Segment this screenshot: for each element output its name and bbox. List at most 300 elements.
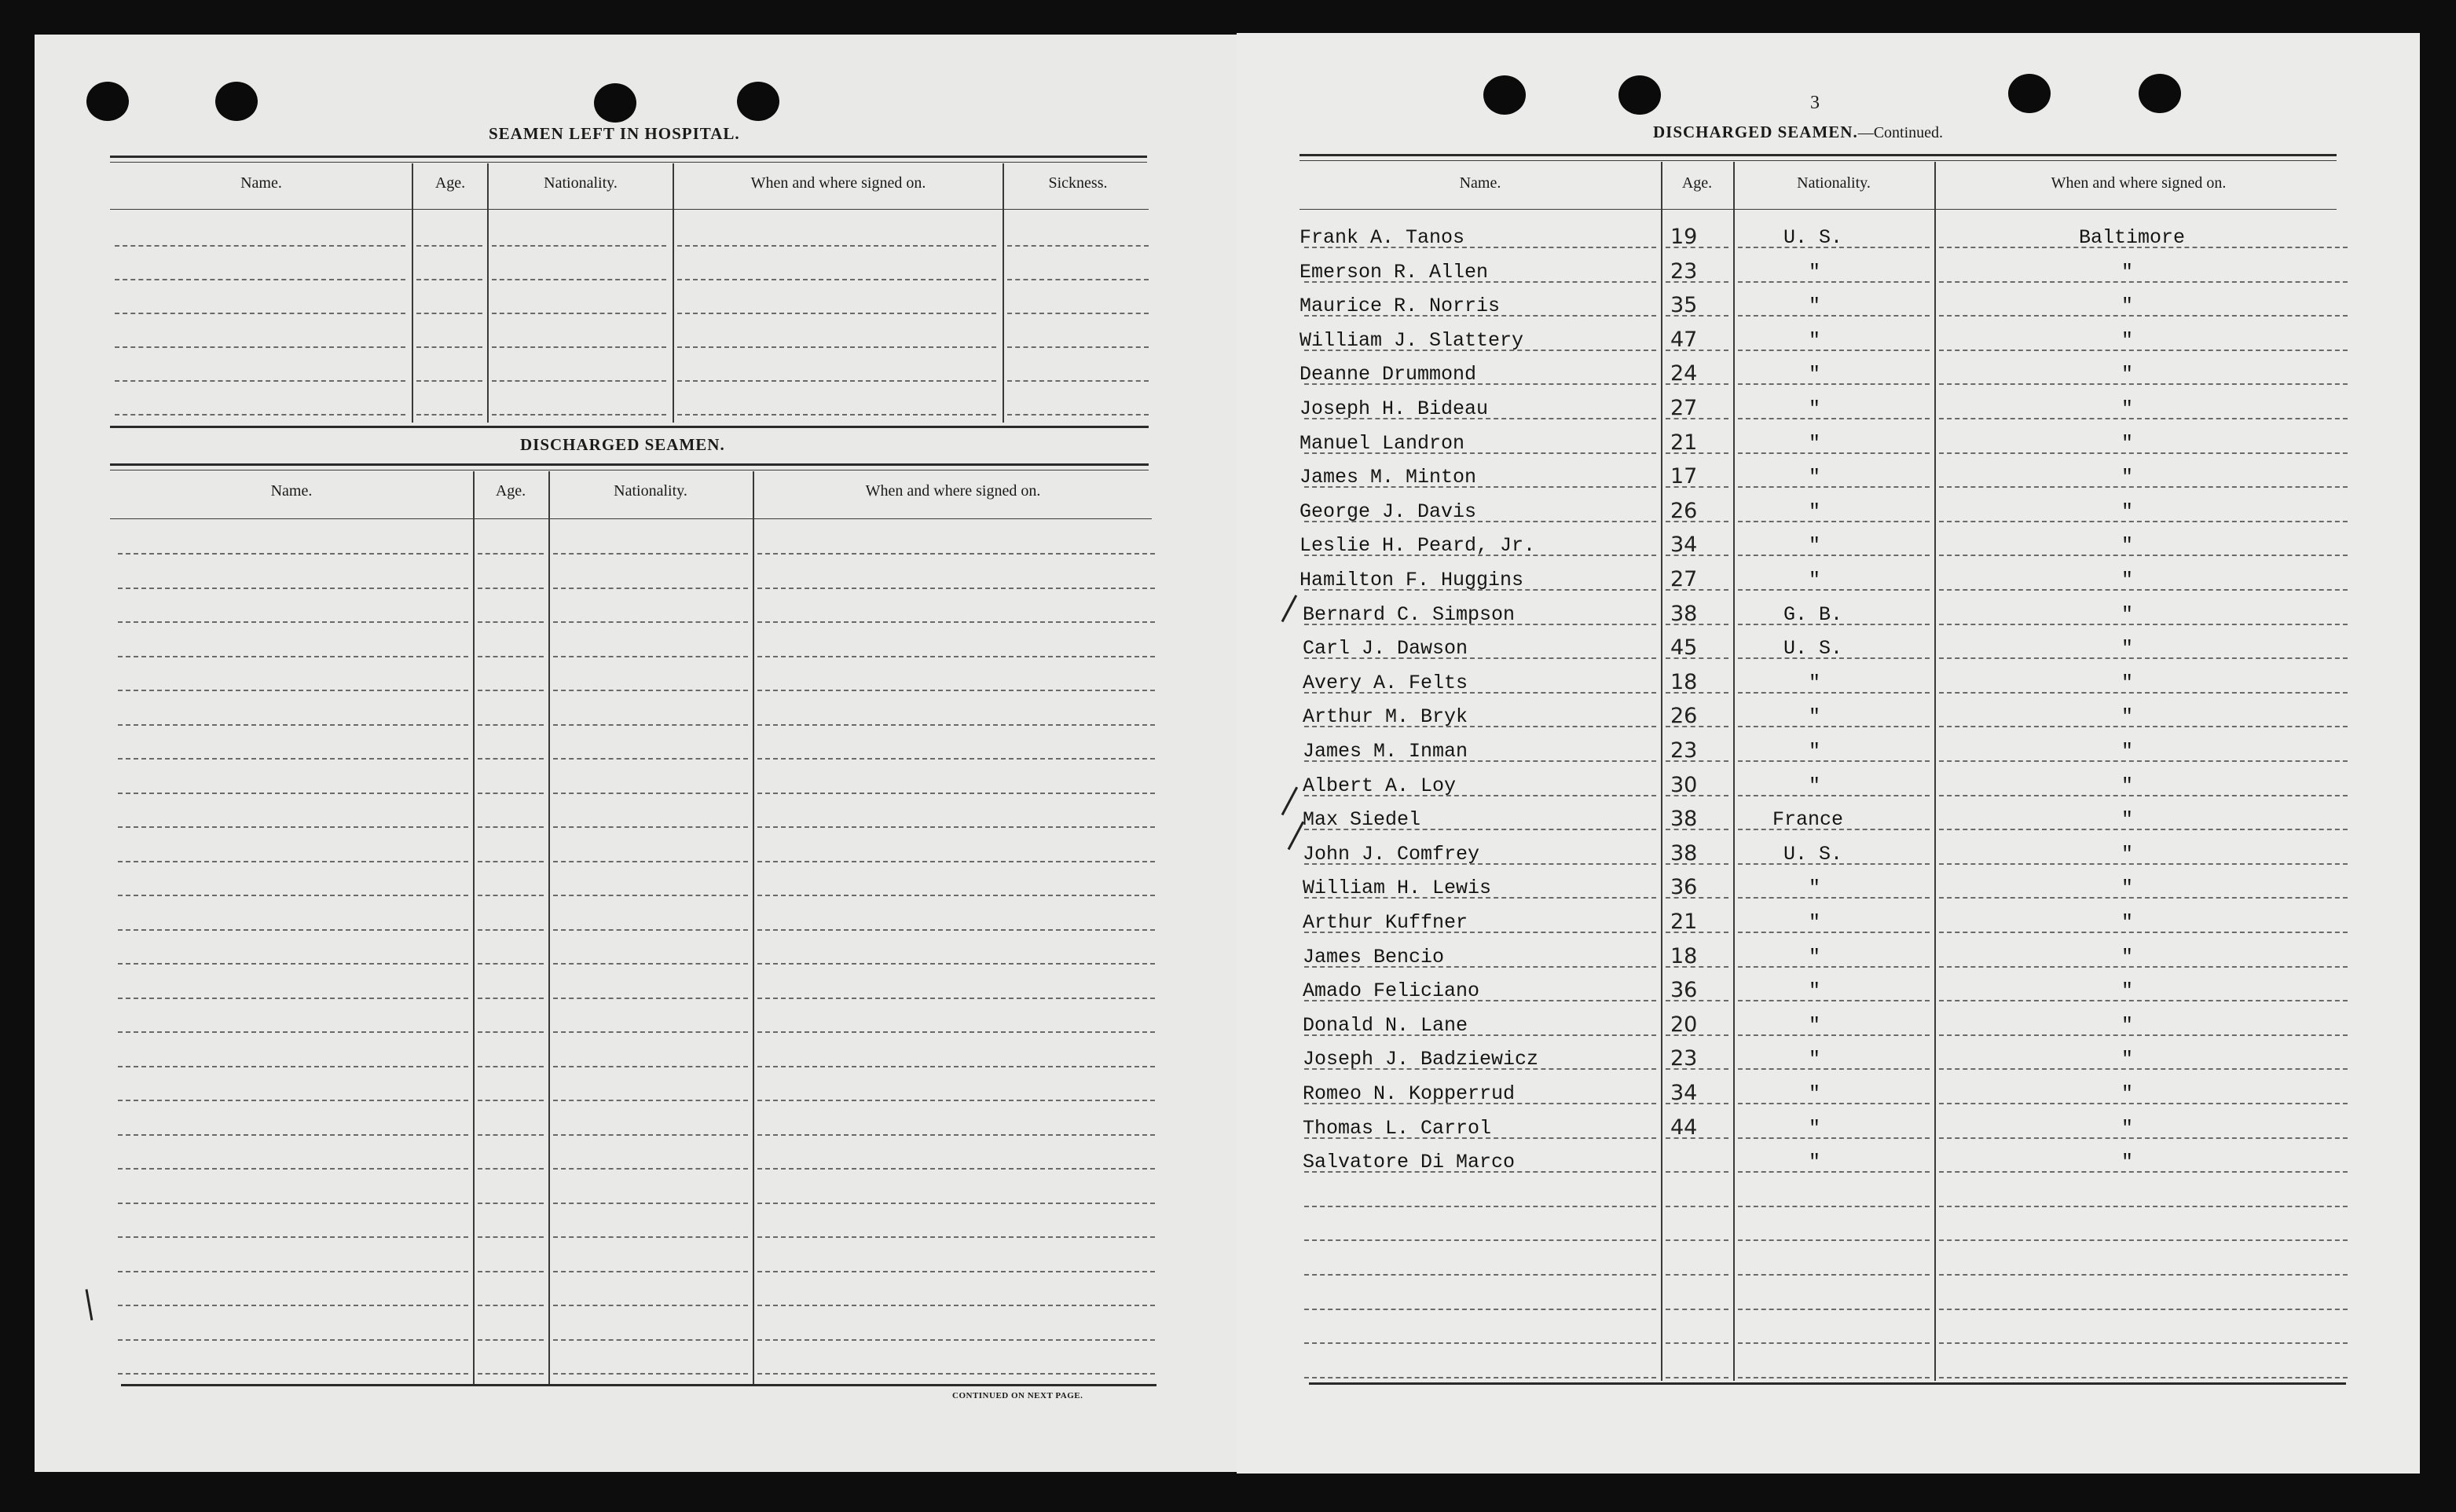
dotted-rule [553,588,748,589]
dotted-rule [478,1203,544,1204]
dotted-rule [1738,555,1930,556]
dotted-rule [553,929,748,931]
divider [110,463,1149,466]
column-rule [548,471,550,1384]
dotted-rule [1304,1239,1656,1241]
footer-note: CONTINUED ON NEXT PAGE. [952,1391,1083,1400]
dotted-rule [416,313,482,314]
dotted-rule [677,279,996,280]
dotted-rule [478,656,544,657]
column-header: When and where signed on. [2051,174,2227,192]
dotted-rule [1738,383,1930,385]
punch-hole [1618,75,1661,115]
seaman-nationality: " [1809,534,1821,558]
dotted-rule [118,793,468,794]
dotted-rule [118,1100,468,1101]
dotted-rule [1939,350,2348,351]
seaman-nationality: " [1809,260,1821,284]
seaman-signed-on: " [2121,808,2134,832]
seaman-name: Avery A. Felts [1303,671,1468,694]
dotted-rule [1738,1000,1930,1001]
seaman-name: Amado Feliciano [1303,979,1480,1003]
seaman-signed-on: " [2121,363,2134,386]
dotted-rule [478,1100,544,1101]
seaman-nationality: " [1809,671,1821,694]
seaman-nationality: " [1809,397,1821,420]
dotted-rule [757,1373,1155,1375]
divider [110,162,1147,163]
dotted-rule [478,1031,544,1033]
seaman-nationality: " [1809,1013,1821,1037]
dotted-rule [478,1373,544,1375]
dotted-rule [1007,414,1149,416]
dotted-rule [757,588,1155,589]
seaman-age: 18 [1670,669,1698,694]
dotted-rule [118,1031,468,1033]
dotted-rule [757,1100,1155,1101]
seaman-name: Arthur Kuffner [1303,911,1468,934]
dotted-rule [118,724,468,726]
seaman-name: James M. Minton [1299,466,1477,489]
seaman-age: 35 [1670,293,1698,318]
seaman-signed-on: " [2121,328,2134,352]
seaman-age: 26 [1670,704,1698,729]
dotted-rule [478,861,544,862]
dotted-rule [553,1134,748,1136]
seaman-signed-on: " [2121,1048,2134,1071]
dotted-rule [1939,726,2348,727]
dotted-rule [115,279,405,280]
dotted-rule [115,380,405,382]
page-number: 3 [1810,93,1820,113]
column-header: Age. [495,482,526,500]
dotted-rule [118,758,468,760]
dotted-rule [118,588,468,589]
seaman-age: 23 [1670,258,1698,284]
dotted-rule [677,245,996,247]
dotted-rule [757,1134,1155,1136]
discharged-section-title: DISCHARGED SEAMEN. [520,435,725,454]
dotted-rule [1939,1068,2348,1070]
dotted-rule [553,656,748,657]
dotted-rule [1666,1239,1728,1241]
dotted-rule [1007,279,1149,280]
dotted-rule [757,793,1155,794]
dotted-rule [757,963,1155,965]
dotted-rule [1007,380,1149,382]
dotted-rule [553,1031,748,1033]
seaman-age: 19 [1670,225,1698,249]
punch-hole [2139,74,2181,113]
dotted-rule [757,690,1155,691]
dotted-rule [492,279,666,280]
seaman-name: Hamilton F. Huggins [1299,569,1524,591]
seaman-nationality: " [1809,1151,1821,1174]
dotted-rule [1939,1206,2348,1207]
dotted-rule [677,414,996,416]
dotted-rule [118,998,468,999]
seaman-signed-on: " [2121,1082,2134,1105]
dotted-rule [118,929,468,931]
column-rule [412,163,413,423]
dotted-rule [118,826,468,828]
dotted-rule [757,1168,1155,1170]
dotted-rule [757,724,1155,726]
dotted-rule [478,1168,544,1170]
column-header: Name. [240,174,282,192]
dotted-rule [553,1168,748,1170]
seaman-age: 36 [1670,978,1698,1003]
dotted-rule [757,895,1155,896]
column-header: Age. [434,174,466,192]
dotted-rule [757,1066,1155,1067]
dotted-rule [1939,452,2348,454]
dotted-rule [1304,1342,1656,1344]
dotted-rule [1738,1137,1930,1139]
dotted-rule [1738,1171,1930,1173]
seaman-age: 47 [1670,327,1698,352]
dotted-rule [478,588,544,589]
dotted-rule [553,1271,748,1272]
seaman-name: Salvatore Di Marco [1303,1151,1516,1174]
dotted-rule [553,1066,748,1067]
dotted-rule [1666,1377,1728,1378]
dotted-rule [1738,589,1930,591]
dotted-rule [478,1305,544,1306]
dotted-rule [478,758,544,760]
seaman-name: Max Siedel [1303,808,1421,832]
dotted-rule [1304,1377,1656,1378]
seaman-signed-on: " [2121,1013,2134,1037]
column-rule [1934,162,1936,1381]
dotted-rule [757,861,1155,862]
dotted-rule [1939,315,2348,317]
dotted-rule [553,553,748,555]
dotted-rule [1939,760,2348,762]
column-header: Age. [1681,174,1713,192]
dotted-rule [416,414,482,416]
dotted-rule [478,826,544,828]
seaman-name: William H. Lewis [1303,877,1492,900]
dotted-rule [118,1134,468,1136]
dotted-rule [1738,1239,1930,1241]
seaman-nationality: " [1809,979,1821,1003]
seaman-nationality: U. S. [1783,226,1843,249]
dotted-rule [553,861,748,862]
dotted-rule [1738,281,1930,283]
dotted-rule [1738,1342,1930,1344]
seaman-nationality: " [1809,569,1821,591]
seaman-signed-on: " [2121,945,2134,968]
dotted-rule [553,963,748,965]
dotted-rule [1007,313,1149,314]
dotted-rule [1007,346,1149,348]
dotted-rule [478,998,544,999]
seaman-signed-on: " [2121,740,2134,763]
seaman-nationality: " [1809,1116,1821,1140]
dotted-rule [1738,1206,1930,1207]
dotted-rule [553,1100,748,1101]
dotted-rule [416,346,482,348]
dotted-rule [478,690,544,691]
dotted-rule [1738,692,1930,694]
dotted-rule [553,1373,748,1375]
seaman-signed-on: Baltimore [2079,226,2186,249]
seaman-name: William J. Slattery [1299,328,1524,352]
dotted-rule [553,1236,748,1238]
dotted-rule [1738,795,1930,796]
dotted-rule [757,553,1155,555]
dotted-rule [118,963,468,965]
dotted-rule [1666,1171,1728,1173]
seaman-nationality: " [1809,740,1821,763]
dotted-rule [1939,383,2348,385]
dotted-rule [478,724,544,726]
column-header: When and where signed on. [865,482,1041,500]
dotted-rule [1939,657,2348,659]
seaman-age: 44 [1670,1115,1698,1140]
dotted-rule [492,414,666,416]
dotted-rule [1939,829,2348,830]
dotted-rule [478,553,544,555]
seaman-age: 26 [1670,498,1698,523]
dotted-rule [677,346,996,348]
column-header: Nationality. [614,482,687,500]
seaman-nationality: G. B. [1783,602,1843,626]
dotted-rule [115,245,405,247]
seaman-signed-on: " [2121,979,2134,1003]
seaman-nationality: " [1809,431,1821,455]
column-header: Name. [1459,174,1501,192]
dotted-rule [1007,245,1149,247]
dotted-rule [118,895,468,896]
seaman-name: James M. Inman [1303,740,1468,763]
seaman-signed-on: " [2121,842,2134,866]
divider [110,518,1152,519]
dotted-rule [677,313,996,314]
seaman-age: 23 [1670,1046,1698,1071]
dotted-rule [492,380,666,382]
seaman-name: Deanne Drummond [1299,363,1477,386]
seaman-age: 21 [1670,910,1698,934]
dotted-rule [118,1373,468,1375]
hospital-section-title: SEAMEN LEFT IN HOSPITAL. [489,124,740,143]
column-rule [1661,162,1662,1381]
seaman-name: Albert A. Loy [1303,774,1457,797]
seaman-nationality: " [1809,705,1821,729]
dotted-rule [478,1134,544,1136]
dotted-rule [118,861,468,862]
dotted-rule [1939,1103,2348,1104]
dotted-rule [553,621,748,623]
seaman-signed-on: " [2121,431,2134,455]
dotted-rule [1939,1309,2348,1310]
seaman-signed-on: " [2121,671,2134,694]
title-suffix: —Continued. [1857,124,1944,141]
dotted-rule [492,245,666,247]
dotted-rule [1738,966,1930,968]
dotted-rule [1939,966,2348,968]
seaman-nationality: " [1809,877,1821,900]
seaman-nationality: " [1809,466,1821,489]
column-rule [473,471,475,1384]
dotted-rule [1738,1103,1930,1104]
dotted-rule [1666,1342,1728,1344]
seaman-name: Joseph J. Badziewicz [1303,1048,1539,1071]
seaman-name: George J. Davis [1299,500,1477,523]
divider [1299,154,2337,156]
dotted-rule [118,656,468,657]
seaman-name: Thomas L. Carrol [1303,1116,1492,1140]
divider [1299,209,2337,210]
punch-hole [737,82,779,121]
dotted-rule [478,1271,544,1272]
seaman-nationality: " [1809,1048,1821,1071]
seaman-signed-on: " [2121,569,2134,591]
dotted-rule [1666,1309,1728,1310]
dotted-rule [1939,897,2348,899]
seaman-name: Leslie H. Peard, Jr. [1299,534,1536,558]
divider [110,209,1149,210]
dotted-rule [1939,281,2348,283]
dotted-rule [553,793,748,794]
dotted-rule [1939,1239,2348,1241]
seaman-name: Arthur M. Bryk [1303,705,1468,729]
dotted-rule [118,1271,468,1272]
dotted-rule [416,245,482,247]
dotted-rule [492,346,666,348]
dotted-rule [416,279,482,280]
dotted-rule [1738,1274,1930,1276]
dotted-rule [1738,418,1930,419]
dotted-rule [1738,1377,1930,1378]
dotted-rule [1738,315,1930,317]
dotted-rule [757,621,1155,623]
seaman-signed-on: " [2121,1116,2134,1140]
dotted-rule [1666,1206,1728,1207]
dotted-rule [478,895,544,896]
dotted-rule [1666,1274,1728,1276]
dotted-rule [553,758,748,760]
dotted-rule [1939,863,2348,865]
dotted-rule [1939,521,2348,522]
dotted-rule [553,826,748,828]
dotted-rule [1939,1137,2348,1139]
column-rule [753,471,754,1384]
seaman-age: 23 [1670,738,1698,763]
dotted-rule [416,380,482,382]
seaman-age: 17 [1670,464,1698,489]
dotted-rule [553,1339,748,1341]
seaman-age: 27 [1670,567,1698,591]
dotted-rule [1939,624,2348,625]
dotted-rule [757,826,1155,828]
dotted-rule [1939,1274,2348,1276]
dotted-rule [553,690,748,691]
dotted-rule [757,1236,1155,1238]
seaman-age: 45 [1670,635,1698,661]
dotted-rule [478,963,544,965]
seaman-signed-on: " [2121,260,2134,284]
dotted-rule [1738,452,1930,454]
dotted-rule [478,1339,544,1341]
dotted-rule [1939,1171,2348,1173]
divider [121,1384,1157,1386]
seaman-signed-on: " [2121,1151,2134,1174]
seaman-nationality: U. S. [1783,842,1843,866]
dotted-rule [1738,521,1930,522]
seaman-name: Joseph H. Bideau [1299,397,1489,420]
dotted-rule [1738,932,1930,933]
dotted-rule [553,998,748,999]
dotted-rule [757,1203,1155,1204]
dotted-rule [478,929,544,931]
seaman-age: 34 [1670,533,1698,558]
dotted-rule [1939,555,2348,556]
dotted-rule [1738,1309,1930,1310]
seaman-signed-on: " [2121,877,2134,900]
column-rule [673,163,674,423]
dotted-rule [1738,760,1930,762]
punch-hole [594,83,636,123]
seaman-age: 21 [1670,430,1698,455]
seaman-name: Bernard C. Simpson [1303,602,1516,626]
seaman-signed-on: " [2121,911,2134,934]
dotted-rule [1939,795,2348,796]
seaman-age: 38 [1670,840,1698,866]
seaman-age: 38 [1670,601,1698,626]
seaman-nationality: " [1809,911,1821,934]
dotted-rule [492,313,666,314]
dotted-rule [118,1305,468,1306]
seaman-signed-on: " [2121,295,2134,318]
dotted-rule [1939,692,2348,694]
seaman-nationality: " [1809,500,1821,523]
seaman-nationality: " [1809,363,1821,386]
seaman-nationality: " [1809,774,1821,797]
seaman-age: 18 [1670,943,1698,968]
dotted-rule [118,1168,468,1170]
seaman-signed-on: " [2121,774,2134,797]
dotted-rule [118,1236,468,1238]
dotted-rule [757,998,1155,999]
dotted-rule [1939,1000,2348,1001]
dotted-rule [118,553,468,555]
punch-hole [2008,74,2051,113]
seaman-name: Carl J. Dawson [1303,637,1468,661]
dotted-rule [1304,1206,1656,1207]
seaman-name: James Bencio [1303,945,1445,968]
seaman-age: 20 [1670,1012,1698,1037]
column-header: Nationality. [544,174,618,192]
seaman-nationality: " [1809,945,1821,968]
dotted-rule [118,621,468,623]
dotted-rule [757,929,1155,931]
seaman-signed-on: " [2121,637,2134,661]
dotted-rule [1304,1274,1656,1276]
seaman-nationality: " [1809,1082,1821,1105]
seaman-name: John J. Comfrey [1303,842,1480,866]
column-header: When and where signed on. [750,174,926,192]
column-rule [1733,162,1735,1381]
seaman-name: Manuel Landron [1299,431,1465,455]
seaman-name: Donald N. Lane [1303,1013,1468,1037]
dotted-rule [757,1305,1155,1306]
column-header: Sickness. [1048,174,1108,192]
dotted-rule [757,758,1155,760]
dotted-rule [1939,1034,2348,1036]
title-text: DISCHARGED SEAMEN. [1653,123,1858,141]
